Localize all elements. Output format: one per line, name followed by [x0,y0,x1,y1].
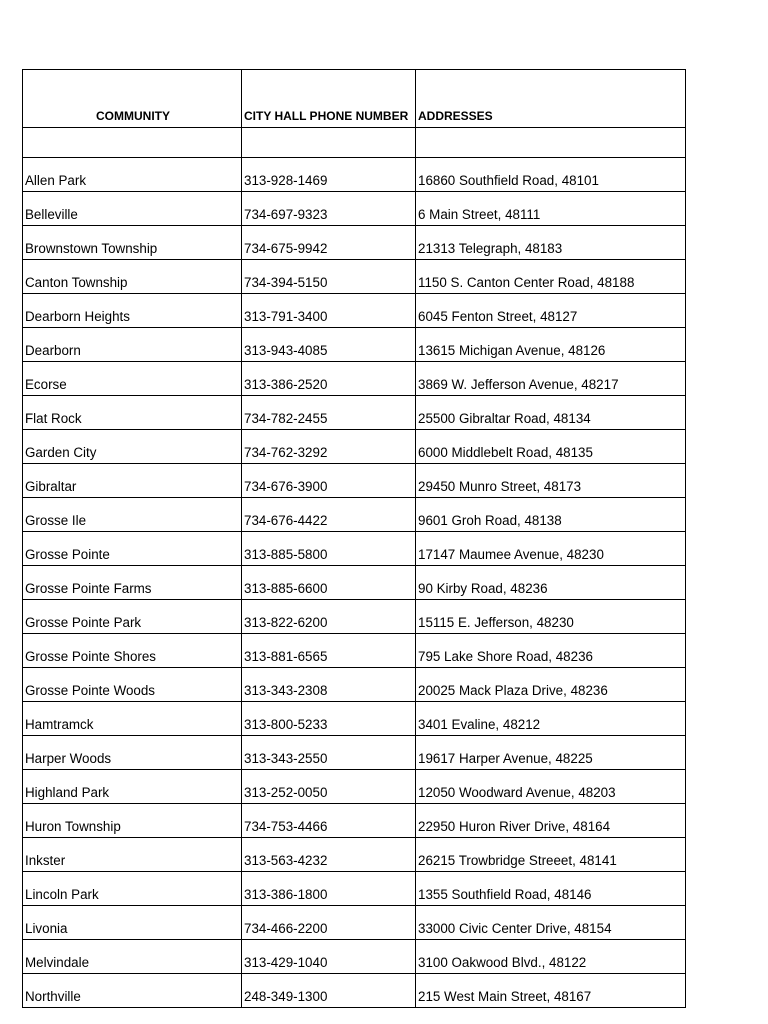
phone-cell[interactable]: 313-881-6565 [242,634,416,668]
phone-cell[interactable]: 313-252-0050 [242,770,416,804]
spreadsheet-page [22,69,686,1008]
phone-cell[interactable]: 734-782-2455 [242,396,416,430]
table-row [23,634,686,668]
address-cell[interactable]: 1355 Southfield Road, 48146 [416,872,686,906]
community-cell[interactable]: Canton Township [23,260,242,294]
community-cell[interactable]: Huron Township [23,804,242,838]
community-cell[interactable]: Flat Rock [23,396,242,430]
address-cell[interactable]: 26215 Trowbridge Streeet, 48141 [416,838,686,872]
community-cell[interactable]: Allen Park [23,158,242,192]
phone-cell[interactable]: 734-697-9323 [242,192,416,226]
community-cell[interactable]: Livonia [23,906,242,940]
community-cell[interactable]: Dearborn [23,328,242,362]
table-row [23,668,686,702]
community-cell[interactable]: Dearborn Heights [23,294,242,328]
address-cell[interactable]: 16860 Southfield Road, 48101 [416,158,686,192]
table-row [23,736,686,770]
phone-cell[interactable]: 734-676-4422 [242,498,416,532]
address-cell[interactable]: 13615 Michigan Avenue, 48126 [416,328,686,362]
table-row [23,702,686,736]
community-cell[interactable]: Grosse Pointe Farms [23,566,242,600]
phone-cell[interactable]: 248-349-1300 [242,974,416,1008]
table-row [23,600,686,634]
address-cell[interactable]: 90 Kirby Road, 48236 [416,566,686,600]
address-cell[interactable]: 795 Lake Shore Road, 48236 [416,634,686,668]
address-cell[interactable]: 25500 Gibraltar Road, 48134 [416,396,686,430]
address-cell[interactable]: 6045 Fenton Street, 48127 [416,294,686,328]
empty-cell[interactable] [23,128,242,158]
header-community[interactable]: COMMUNITY [23,70,242,128]
phone-cell[interactable]: 313-928-1469 [242,158,416,192]
phone-cell[interactable]: 313-386-1800 [242,872,416,906]
address-cell[interactable]: 9601 Groh Road, 48138 [416,498,686,532]
community-cell[interactable]: Garden City [23,430,242,464]
address-cell[interactable]: 3401 Evaline, 48212 [416,702,686,736]
address-cell[interactable]: 6000 Middlebelt Road, 48135 [416,430,686,464]
community-cell[interactable]: Grosse Pointe Park [23,600,242,634]
community-cell[interactable]: Gibraltar [23,464,242,498]
empty-cell[interactable] [242,128,416,158]
table-row [23,940,686,974]
address-cell[interactable]: 17147 Maumee Avenue, 48230 [416,532,686,566]
header-phone[interactable]: CITY HALL PHONE NUMBER [242,70,416,128]
phone-cell[interactable]: 313-822-6200 [242,600,416,634]
phone-cell[interactable]: 734-753-4466 [242,804,416,838]
table-row [23,226,686,260]
community-cell[interactable]: Hamtramck [23,702,242,736]
address-cell[interactable]: 20025 Mack Plaza Drive, 48236 [416,668,686,702]
table-row [23,532,686,566]
phone-cell[interactable]: 734-394-5150 [242,260,416,294]
community-cell[interactable]: Harper Woods [23,736,242,770]
address-cell[interactable]: 1150 S. Canton Center Road, 48188 [416,260,686,294]
table-row [23,328,686,362]
community-cell[interactable]: Grosse Ile [23,498,242,532]
community-cell[interactable]: Melvindale [23,940,242,974]
phone-cell[interactable]: 734-675-9942 [242,226,416,260]
phone-cell[interactable]: 313-563-4232 [242,838,416,872]
table-row [23,770,686,804]
table-row [23,872,686,906]
table-row [23,192,686,226]
phone-cell[interactable]: 313-791-3400 [242,294,416,328]
table-row [23,974,686,1008]
empty-cell[interactable] [416,128,686,158]
header-address[interactable]: ADDRESSES [416,70,686,128]
phone-cell[interactable]: 313-885-6600 [242,566,416,600]
community-cell[interactable]: Grosse Pointe [23,532,242,566]
community-cell[interactable]: Grosse Pointe Shores [23,634,242,668]
address-cell[interactable]: 3100 Oakwood Blvd., 48122 [416,940,686,974]
table-row [23,158,686,192]
phone-cell[interactable]: 313-800-5233 [242,702,416,736]
address-cell[interactable]: 15115 E. Jefferson, 48230 [416,600,686,634]
community-cell[interactable]: Lincoln Park [23,872,242,906]
community-cell[interactable]: Ecorse [23,362,242,396]
table-row [23,362,686,396]
phone-cell[interactable]: 313-386-2520 [242,362,416,396]
community-cell[interactable]: Belleville [23,192,242,226]
address-cell[interactable]: 29450 Munro Street, 48173 [416,464,686,498]
city-hall-table [22,69,686,1008]
community-cell[interactable]: Highland Park [23,770,242,804]
table-row [23,396,686,430]
address-cell[interactable]: 6 Main Street, 48111 [416,192,686,226]
table-row [23,838,686,872]
address-cell[interactable]: 21313 Telegraph, 48183 [416,226,686,260]
phone-cell[interactable]: 313-429-1040 [242,940,416,974]
community-cell[interactable]: Grosse Pointe Woods [23,668,242,702]
table-row [23,294,686,328]
table-row [23,804,686,838]
community-cell[interactable]: Northville [23,974,242,1008]
phone-cell[interactable]: 734-466-2200 [242,906,416,940]
phone-cell[interactable]: 313-343-2308 [242,668,416,702]
address-cell[interactable]: 33000 Civic Center Drive, 48154 [416,906,686,940]
community-cell[interactable]: Inkster [23,838,242,872]
table-row [23,906,686,940]
table-row [23,464,686,498]
phone-cell[interactable]: 313-943-4085 [242,328,416,362]
phone-cell[interactable]: 313-343-2550 [242,736,416,770]
address-cell[interactable]: 12050 Woodward Avenue, 48203 [416,770,686,804]
table-row [23,566,686,600]
community-cell[interactable]: Brownstown Township [23,226,242,260]
table-row [23,430,686,464]
phone-cell[interactable]: 313-885-5800 [242,532,416,566]
address-cell[interactable]: 3869 W. Jefferson Avenue, 48217 [416,362,686,396]
address-cell[interactable]: 19617 Harper Avenue, 48225 [416,736,686,770]
table-row [23,260,686,294]
phone-cell[interactable]: 734-676-3900 [242,464,416,498]
address-cell[interactable]: 215 West Main Street, 48167 [416,974,686,1008]
table-row [23,498,686,532]
phone-cell[interactable]: 734-762-3292 [242,430,416,464]
address-cell[interactable]: 22950 Huron River Drive, 48164 [416,804,686,838]
header-row [23,70,686,128]
empty-row [23,128,686,158]
table-body [23,128,686,1008]
